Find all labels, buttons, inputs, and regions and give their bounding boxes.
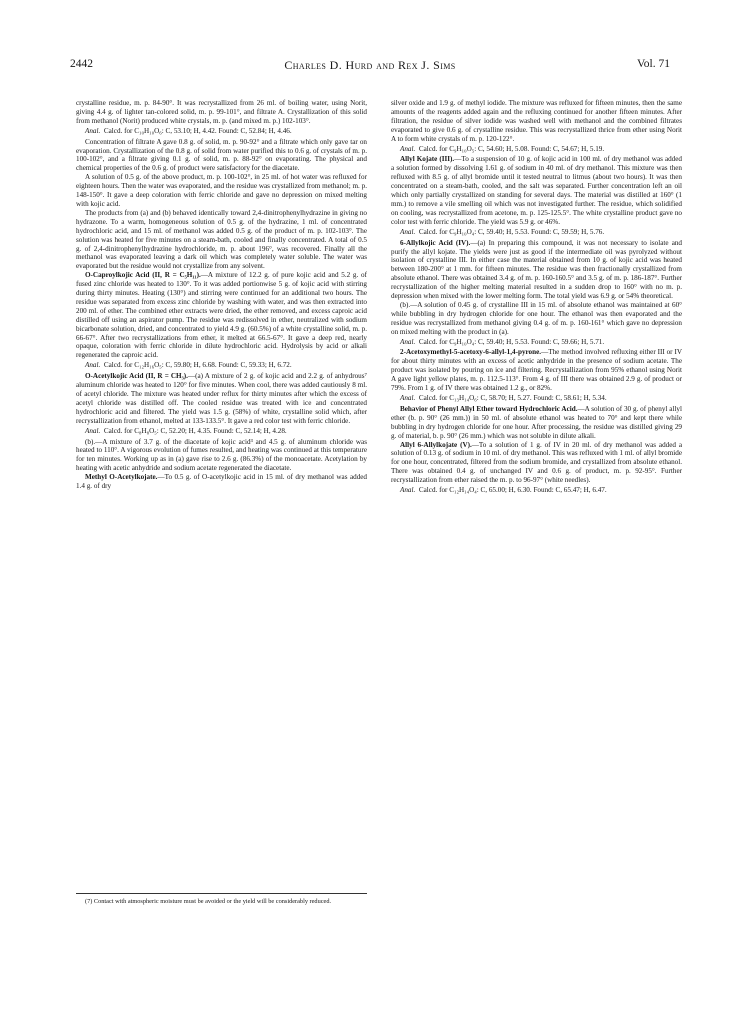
section-heading: Allyl Kojate (III). bbox=[400, 155, 455, 164]
analysis-text: Calcd. for C₁₂H₁₄O₄: C, 65.00; H, 6.30. Found: C, 65.47; H, 6.47. bbox=[418, 486, 607, 495]
right-column bbox=[391, 99, 682, 497]
section-text: —A mixture of 12.2 g. of pure kojic acid and 5.2 g. of fused zinc chloride was heated to 130°. To it was added portionwise 5 g. of kojic acid with stirring during thirty minutes. Heating (130°) and stirring were continued for an additional two hours. The residue was separated from excess zinc chloride by washing with water, and was then extracted into 200 ml. of ether. The combined ether extracts were dried, the ether removed, and excess caproic acid distilled off using an aspirator pump. The residue was redissolved in ether, neutralized with sodium bicarbonate solution, dried, and concentrated to yield 4.9 g. (60.5%) of a white crystalline solid, m. p. 66-67°. After two recrystallizations from ether, it melted at 66.5-67°. It gave a deep red, nearly opaque, coloration with ferric chloride in dilute hydrochloric acid. Hydrolysis by acid or alkali regenerated the caproic acid. bbox=[76, 271, 367, 360]
section-paragraph bbox=[76, 473, 367, 491]
page-number: 2442 bbox=[70, 58, 93, 70]
footnote bbox=[76, 898, 367, 906]
continued-paragraph: silver oxide and 1.9 g. of methyl iodide. The mixture was refluxed for fifteen minutes, then the same amounts of the reagents added again and the refluxing continued for another fifteen minutes. After filtration, the residue of silver iodide was washed well with methanol and the combined filtrates evaporated to give 0.6 g. of crystalline residue. This was recrystallized thrice from ether using Norit A to form white crystals of m. p. 120-122°. bbox=[391, 99, 682, 143]
section-heading: Behavior of Phenyl Allyl Ether toward Hydrochloric Acid. bbox=[400, 404, 578, 413]
analysis-paragraph bbox=[76, 427, 367, 436]
analysis-text: Calcd. for C₁₃H₁₄O₆: C, 58.70; H, 5.27. Found: C, 58.61; H, 5.34. bbox=[418, 394, 607, 402]
analysis-text: Calcd. for C₉H₁₀O₄: C, 59.40; H, 5.53. Found: C, 59.59; H, 5.76. bbox=[418, 227, 605, 236]
analysis-text: Calcd. for C₈H₈O₅: C, 52.20; H, 4.35. Found: C, 52.14; H, 4.28. bbox=[103, 426, 287, 435]
section-paragraph bbox=[391, 155, 682, 226]
analysis-text: Calcd. for C₁₂H₁₆O₅: C, 59.80; H, 6.68. Found: C, 59.33; H, 6.72. bbox=[103, 361, 292, 370]
footnote-rule bbox=[76, 893, 367, 894]
body-paragraph: (b).—A solution of 0.45 g. of crystalline III in 15 ml. of absolute ethanol was maintained at 60° while bubbling in dry hydrogen chloride for one hour. The ethanol was then evaporated and the residue was recrystallized from methanol giving 0.4 g. of m. p. 160-161° which gave no depression on mixed melting with the product in (a). bbox=[391, 300, 682, 336]
section-heading: O-Acetylkojic Acid (II, R = CH₃). bbox=[85, 372, 188, 381]
analysis-text: Calcd. for C₉H₁₀O₄: C, 59.40; H, 5.53. Found: C, 59.66; H, 5.71. bbox=[418, 337, 605, 346]
analysis-paragraph bbox=[391, 228, 682, 237]
analysis-label: Anal. bbox=[400, 227, 416, 236]
body-paragraph: Concentration of filtrate A gave 0.8 g. of solid, m. p. 90-92° and a filtrate which only gave tar on evaporation. Crystallization of the 0.8 g. of solid from water purified this to 0.6 g. of crystals of m. p. 100-102°, and a filtrate giving 0.1 g. of solid, m. p. 88-92° on evaporating. The physical and chemical properties of the 0.6 g. of product were satisfactory for the diacetate. bbox=[76, 137, 367, 173]
analysis-label: Anal. bbox=[85, 426, 101, 435]
left-column bbox=[76, 99, 367, 491]
section-heading: 6-Allylkojic Acid (IV). bbox=[400, 238, 471, 247]
analysis-label: Anal. bbox=[400, 486, 416, 495]
section-text: —To a solution of 1 g. of IV in 20 ml. of dry methanol was added a solution of 0.13 g. of sodium in 10 ml. of dry methanol. This was refluxed with 1 ml. of allyl bromide for one hour, concentrated, filtered from the sodium bromide, and crystallized from absolute ethanol. There was obtained 0.4 g. of unchanged IV and 0.6 g. of product, m. p. 92-95°. Further recrystallization from ether raised the m. p. to 96-97° (white needles). bbox=[391, 440, 682, 485]
section-paragraph bbox=[391, 348, 682, 393]
section-heading: Allyl 6-Allylkojate (V). bbox=[400, 440, 472, 449]
analysis-paragraph bbox=[391, 394, 682, 403]
body-paragraph: The products from (a) and (b) behaved identically toward 2,4-dinitrophenylhydrazine in giving no hydrazone. To a warm, homogeneous solution of 0.5 g. of the hydrazine, 1 ml. of concentrated hydrochloric acid, and 15 ml. of methanol was added 0.5 g. of the product of m. p. 102-103°. The solution was heated for five minutes on a steam-bath, cooled and finally concentrated. A total of 0.5 g. of 2,4-dinitrophenylhydrazine hydrochloride, m. p. about 196°, was recovered. Finally all the methanol was evaporated leaving a dark oil which was completely water soluble. The water was evaporated but the residue would not crystallize from any solvent. bbox=[76, 208, 367, 271]
body-paragraph: A solution of 0.5 g. of the above product, m. p. 100-102°, in 25 ml. of hot water was refluxed for eighteen hours. Then the water was evaporated, and the residue was crystallized from methanol; m. p. 148-150°. It gave a deep coloration with ferric chloride and gave no depression on mixed melting with kojic acid. bbox=[76, 173, 367, 208]
section-paragraph bbox=[391, 239, 682, 301]
analysis-label: Anal. bbox=[400, 144, 416, 153]
footnote-text: (7) Contact with atmospheric moisture must be avoided or the yield will be considerably reduced. bbox=[85, 898, 332, 905]
analysis-text: Calcd. for C₉H₁₀O₅: C, 54.60; H, 5.08. Found: C, 54.67; H, 5.19. bbox=[418, 144, 605, 153]
volume-label: Vol. 71 bbox=[636, 58, 670, 70]
section-paragraph bbox=[391, 405, 682, 441]
section-paragraph bbox=[76, 372, 367, 425]
section-text: —The method involved refluxing either III or IV for about thirty minutes with an excess of acetic anhydride in the presence of sodium acetate. The product was isolated by pouring on ice and filtering. Recrystallization from 95% ethanol using Norit A gave light yellow plates, m. p. 112.5-113°. From 4 g. of III there was obtained 2.9 g. of product or 79%. From 1 g. of IV there was obtained 1.2 g., or 82%. bbox=[391, 348, 682, 393]
section-text: —A solution of 30 g. of phenyl allyl ether (b. p. 90° (26 mm.)) in 50 ml. of absolute ethanol was heated to 70° and kept there while bubbling in dry hydrogen chloride for one hour. After processing, the residue was distilled giving 29 g. of material, b. p. 90° (26 mm.) which was not soluble in dilute alkali. bbox=[391, 404, 682, 440]
analysis-paragraph bbox=[391, 145, 682, 154]
page-header bbox=[70, 58, 670, 74]
analysis-paragraph bbox=[76, 127, 367, 136]
section-text: —(a) A mixture of 2 g. of kojic acid and 2.2 g. of anhydrous⁷ aluminum chloride was heated to 120° for five minutes. When cool, there was added cautiously 8 ml. of acetyl chloride. The mixture was heated under reflux for thirty minutes after which the excess of acetyl chloride was distilled off. The cooled residue was treated with ice and concentrated hydrochloric acid and filtered. The yield was 1.5 g. (58%) of white, crystalline solid which, after recrystallization from ethanol, melted at 133-133.5°. It gave a red color test with ferric chloride. bbox=[76, 372, 367, 425]
continued-paragraph: crystalline residue, m. p. 84-90°. It was recrystallized from 26 ml. of boiling water, using Norit, giving 4.4 g. of lighter tan-colored solid, m. p. 99-101°, and filtrate A. Crystallization of this solid from methanol (Norit) produced white crystals, m. p. (and mixed m. p.) 102-103°. bbox=[76, 99, 367, 125]
section-paragraph bbox=[391, 441, 682, 486]
analysis-label: Anal. bbox=[400, 394, 416, 402]
analysis-paragraph bbox=[76, 361, 367, 370]
section-heading: 2-Acetoxymethyl-5-acetoxy-6-allyl-1,4-pyrone. bbox=[400, 348, 542, 357]
analysis-paragraph bbox=[391, 486, 682, 495]
analysis-label: Anal. bbox=[85, 126, 101, 135]
analysis-label: Anal. bbox=[85, 361, 101, 370]
analysis-label: Anal. bbox=[400, 337, 416, 346]
section-text: —To a suspension of 10 g. of kojic acid in 100 ml. of dry methanol was added a solution formed by dissolving 1.61 g. of sodium in 40 ml. of dry methanol. This mixture was then refluxed with 8.5 g. of allyl bromide until it tested neutral to litmus (about two hours). It was then concentrated on a steam-bath, cooled, and the salt was separated. Further concentration left an oil which only partially crystallized on standing for several days. The material was distilled at 160° (1 mm.) to remove a vile smelling oil which was not investigated further. The residue, which solidified on cooling, was recrystallized from acetone, m. p. 125-125.5°. The white crystalline product gave no color test with ferric chloride. The yield was 5.9 g. or 46%. bbox=[391, 155, 682, 226]
section-text: —To 0.5 g. of O-acetylkojic acid in 15 ml. of dry methanol was added 1.4 g. of dry bbox=[76, 473, 368, 491]
analysis-text: Calcd. for C₁₀H₁₀O₆: C, 53.10; H, 4.42. Found: C, 52.84; H, 4.46. bbox=[103, 126, 292, 135]
section-text: —(a) In preparing this compound, it was not necessary to isolate and purify the allyl kojate. The yields were just as good if the intermediate oil was pyrolyzed without isolation of crystalline III. In either case the material obtained from 10 g. of kojic acid was heated between 180-200° at 1 mm. for fifteen minutes. The residue was then fractionally crystallized from absolute ethanol. There was obtained 3.4 g. of m. p. 160-160.5° and 3.5 g. of m. p. 186-187°. Further recrystallization of the higher melting material resulted in a sudden drop to 160° with no m. p. depression when mixed with the lower melting form. The total yield was 6.9 g. or 54% theoretical. bbox=[391, 238, 682, 301]
analysis-paragraph bbox=[391, 338, 682, 347]
running-head-authors: Charles D. Hurd and Rex J. Sims bbox=[284, 58, 456, 72]
section-heading: O-Caproylkojic Acid (II, R = C₅H₁₁). bbox=[85, 271, 201, 280]
body-paragraph: (b).—A mixture of 3.7 g. of the diacetate of kojic acid³ and 4.5 g. of aluminum chloride was heated to 110°. A vigorous evolution of fumes resulted, and heating was continued at this temperature for ten minutes. Working up as in (a) gave rise to 2.6 g. (86.3%) of the monoacetate. Acetylation by heating with acetic anhydride and sodium acetate regenerated the diacetate. bbox=[76, 437, 367, 473]
section-paragraph bbox=[76, 271, 367, 360]
section-heading: Methyl O-Acetylkojate. bbox=[85, 473, 158, 482]
